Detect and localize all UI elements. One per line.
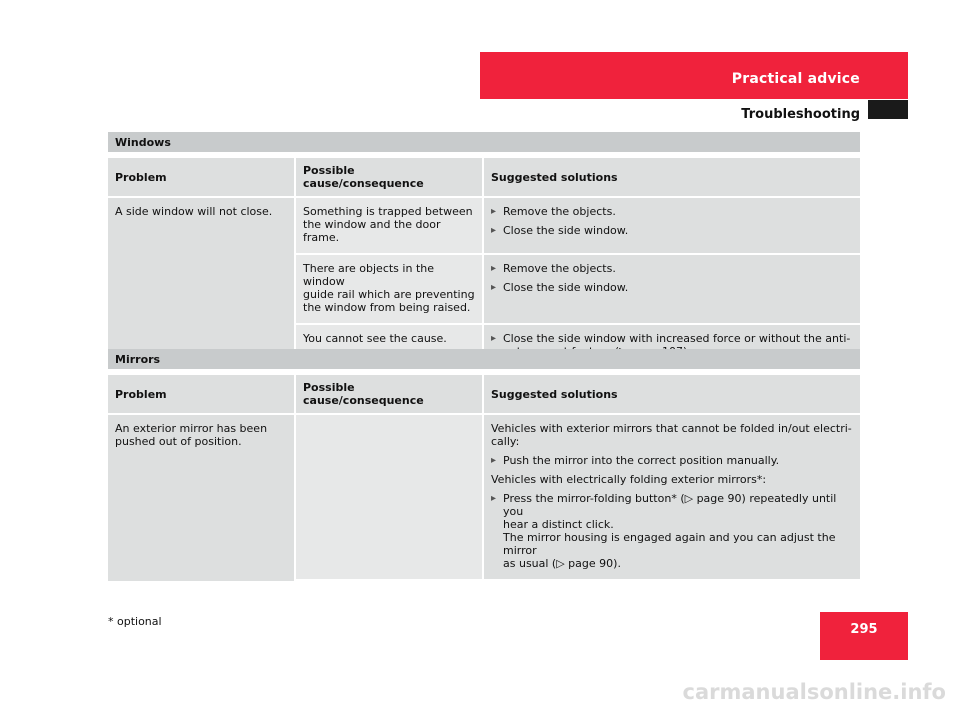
col-header-cause: Possible cause/consequence (296, 158, 484, 198)
col-header-problem: Problem (108, 375, 296, 415)
footnote: * optional (108, 615, 162, 628)
col-header-cause: Possible cause/consequence (296, 375, 484, 415)
windows-cause-2: There are objects in the window guide rail which are preventing the window from being raised. (296, 255, 484, 325)
windows-cause-3: You cannot see the cause. (296, 325, 484, 369)
mirrors-solution (484, 415, 860, 581)
arrow-right-icon: ▸ (491, 493, 497, 504)
windows-solution-1 (484, 198, 860, 255)
arrow-right-icon: ▸ (491, 263, 497, 274)
solution-step: ▸ Remove the objects. (491, 262, 616, 275)
mirrors-problem: An exterior mirror has been pushed out of position. (108, 415, 296, 581)
arrow-right-icon: ▸ (491, 282, 497, 293)
solution-step: ▸ Push the mirror into the correct position manually. (491, 454, 780, 467)
header-bar (480, 52, 908, 99)
solution-intro: Vehicles with exterior mirrors that cannot be folded in/out electri- cally: (491, 422, 852, 448)
page-number-box (820, 612, 908, 660)
solution-step: ▸ Close the side window. (491, 224, 629, 237)
col-header-problem: Problem (108, 158, 296, 198)
solution-step: ▸ Close the side window. (491, 281, 629, 294)
solution-step: ▸ Press the mirror-folding button* (▷ page 90) repeatedly until you hear a distinct click. The mirror housing is engaged again and you can adjust the mirror as usual (▷ page 90). (491, 492, 837, 570)
section-title: Practical advice (731, 71, 860, 87)
windows-solution-2 (484, 255, 860, 325)
windows-table (108, 158, 860, 369)
mirrors-cause (296, 415, 484, 581)
windows-problem: A side window will not close. (108, 198, 296, 369)
watermark: carmanualsonline.info (682, 680, 946, 704)
solution-intro: Vehicles with electrically folding exterior mirrors*: (491, 473, 767, 486)
arrow-right-icon: ▸ (491, 206, 497, 217)
col-header-solutions: Suggested solutions (484, 375, 860, 415)
table-row (108, 198, 860, 255)
windows-title: Windows (108, 132, 860, 152)
windows-cause-1: Something is trapped between the window and the door frame. (296, 198, 484, 255)
mirrors-title: Mirrors (108, 349, 860, 369)
mirrors-section (108, 349, 860, 581)
mirrors-table (108, 375, 860, 581)
header-tab (868, 100, 908, 119)
mirrors-header-row (108, 375, 860, 415)
solution-step: ▸ Remove the objects. (491, 205, 616, 218)
windows-header-row (108, 158, 860, 198)
arrow-right-icon: ▸ (491, 225, 497, 236)
arrow-right-icon: ▸ (491, 455, 497, 466)
arrow-right-icon: ▸ (491, 333, 497, 344)
windows-section (108, 132, 860, 369)
subsection-title: Troubleshooting (741, 107, 860, 122)
col-header-solutions: Suggested solutions (484, 158, 860, 198)
solution-step: ▸ Close the side window with increased force or without the anti- (491, 332, 851, 345)
table-row (108, 415, 860, 581)
page-number: 295 (850, 622, 878, 637)
